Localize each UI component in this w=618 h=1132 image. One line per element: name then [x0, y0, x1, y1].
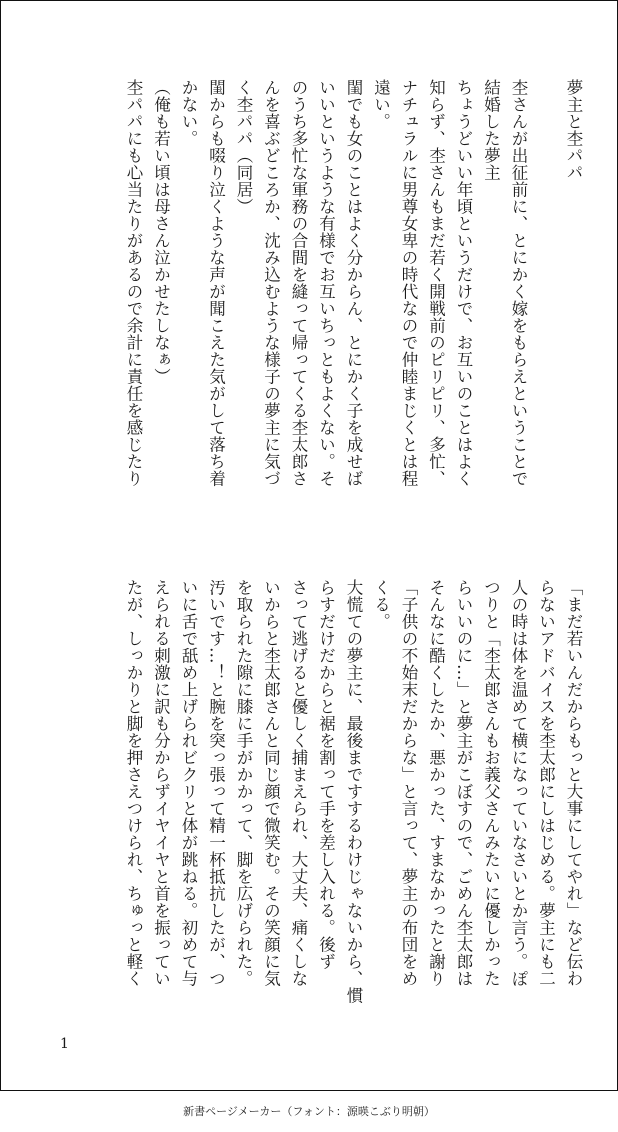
text-line: 汚いです…！と腕を突っ張って精一杯抵抗したが、つ	[206, 579, 226, 987]
footer-caption: 新書ページメーカー（フォント：源暎こぶり明朝）	[183, 1105, 435, 1118]
text-line: いに舌で舐め上げられビクリと体が跳ねる。初めて与	[179, 579, 198, 987]
text-line: いからと杢太郎さんと同じ顔で微笑む。その笑顔に気	[261, 579, 281, 987]
text-line	[532, 79, 560, 539]
text-line: 遠い。	[371, 79, 391, 130]
text-line: ちょうどいい年頃というだけで、お互いのことはよく	[454, 79, 473, 487]
text-line: 杢さんが出征前に、とにかく嫁をもらえということで	[509, 79, 528, 487]
text-line: んを喜ぶどころか、沈み込むような様子の夢主に気づ	[261, 79, 281, 487]
text-line: くる。	[371, 579, 391, 630]
text-line: く杢パパ（同居）	[234, 79, 253, 215]
text-line: たが、しっかりと脚を押さえつけられ、ちゅっと軽く	[124, 579, 143, 987]
text-line: 杢パパにも心当たりがあるので余計に責任を感じたり	[124, 79, 143, 487]
text-block-bottom	[57, 579, 587, 1039]
text-line: 閨からも啜り泣くような声が聞こえた気がして落ち着	[206, 79, 226, 487]
text-line: つりと「杢太郎さんもお義父さんみたいに優しかった	[481, 579, 501, 987]
text-line: らいいのに…」と夢主がこぼすので、ごめん杢太郎は	[454, 579, 473, 987]
text-line: 「まだ若いんだからもっと大事にしてやれ」など伝わ	[564, 579, 583, 987]
text-line: 夢主と杢パパ	[564, 79, 583, 181]
text-line: そんなに酷くしたか、悪かった、すまなかったと謝り	[426, 579, 446, 987]
text-line: えられる刺激に訳も分からずイヤイヤと首を振ってい	[151, 579, 171, 987]
text-line: 閨でも女のことはよく分からん、とにかく子を成せば	[344, 79, 363, 487]
page-number: 1	[60, 1036, 69, 1052]
text-line: 「子供の不始末だからな」と言って、夢主の布団をめ	[399, 579, 418, 987]
text-line: ナチュラルに男尊女卑の時代なので仲睦まじくとは程	[399, 79, 418, 487]
text-line: を取られた隙に膝に手がかかって、脚を広げられた。	[234, 579, 253, 987]
text-line: 人の時は体を温めて横になっていなさいとか言う。ぽ	[509, 579, 528, 987]
text-line: のうち多忙な軍務の合間を縫って帰ってくる杢太郎さ	[289, 79, 308, 487]
text-line: さって逃げると優しく捕まえられ、大丈夫、痛くしな	[289, 579, 308, 987]
text-line: 知らず、杢さんもまだ若く開戦前のピリピリ、多忙、	[426, 79, 446, 487]
text-line: かない。	[179, 79, 198, 147]
text-line: らすだけだからと裾を割って手を差し入れる。後ず	[316, 579, 336, 970]
text-line: いいというような有様でお互いちっともよくない。そ	[316, 79, 336, 487]
text-line: 大慌ての夢主に、最後まですするわけじゃないから、慣	[344, 579, 363, 1004]
text-line: らないアドバイスを杢太郎にしはじめる。夢主にも二	[536, 579, 556, 987]
text-block-top	[57, 79, 587, 539]
text-line: 結婚した夢主	[481, 79, 501, 181]
text-line: （俺も若い頃は母さん泣かせたしなぁ）	[151, 79, 171, 385]
